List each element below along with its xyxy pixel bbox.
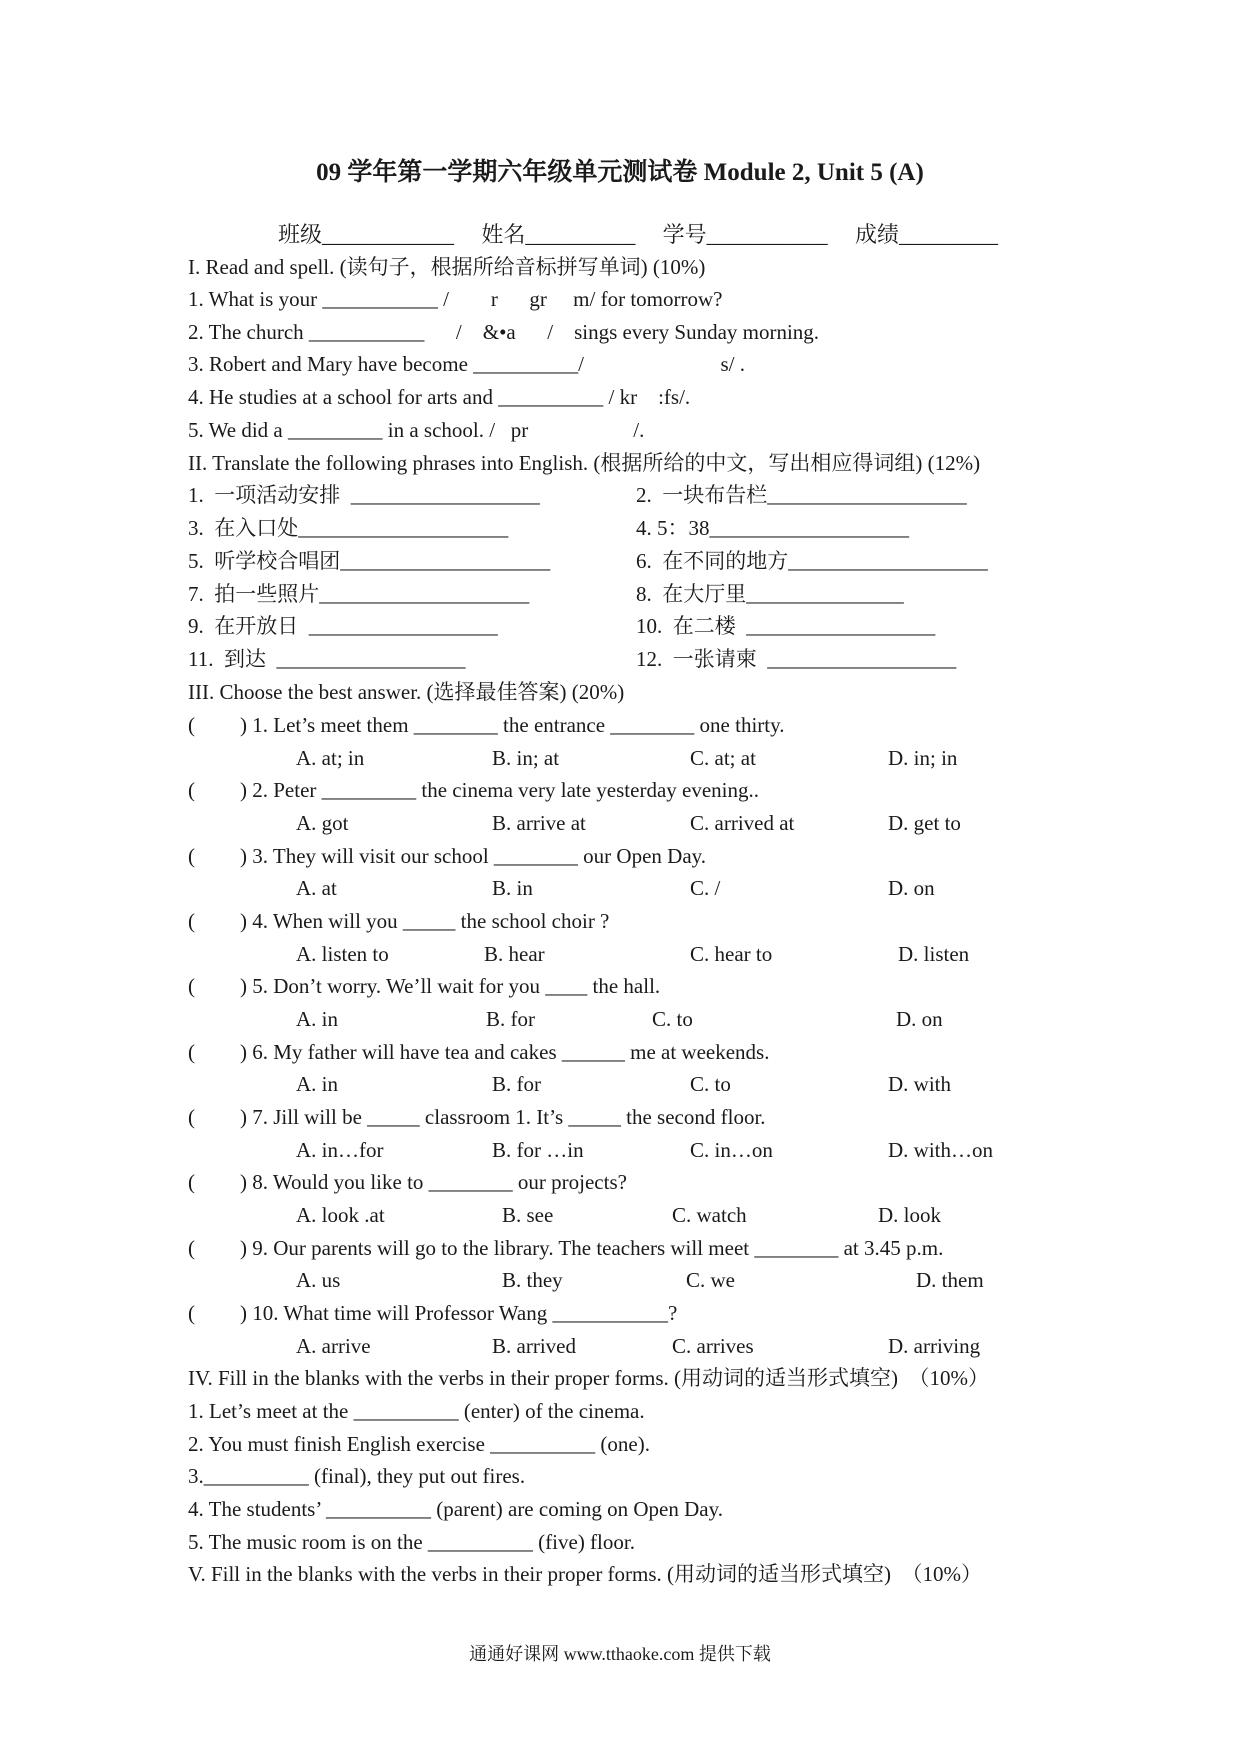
option-b: B. for <box>486 1007 535 1031</box>
section5-heading: V. Fill in the blanks with the verbs in their proper forms. (用动词的适当形式填空) （10%） <box>188 1562 983 1586</box>
option-c: C. hear to <box>690 942 773 966</box>
option-c: C. / <box>690 876 721 900</box>
section2-heading: II. Translate the following phrases into English. (根据所给的中文，写出相应得词组) (12%) <box>188 451 981 475</box>
answer-paren: ( <box>188 778 195 802</box>
option-b: B. in; at <box>492 746 560 770</box>
section4-heading: IV. Fill in the blanks with the verbs in their proper forms. (用动词的适当形式填空) （10%） <box>188 1366 990 1390</box>
answer-paren: ( <box>188 909 195 933</box>
question-text: ) 8. Would you like to ________ our projects? <box>240 1170 627 1194</box>
option-a: A. at; in <box>296 746 365 770</box>
option-d: D. them <box>916 1268 984 1292</box>
option-a: A. look .at <box>296 1203 385 1227</box>
option-b: B. for …in <box>492 1138 584 1162</box>
question-text: ) 1. Let’s meet them ________ the entrance ________ one thirty. <box>240 713 785 737</box>
option-c: C. arrives <box>672 1334 754 1358</box>
option-d: D. get to <box>888 811 961 835</box>
section1-item: 2. The church ___________ / &•a / sings every Sunday morning. <box>188 320 820 344</box>
option-c: C. arrived at <box>690 811 795 835</box>
section2-item: 11. 到达 __________________ <box>188 647 466 671</box>
section1-heading: I. Read and spell. (读句子，根据所给音标拼写单词) (10%) <box>188 255 706 279</box>
question-text: ) 3. They will visit our school ________ our Open Day. <box>240 844 707 868</box>
option-c: C. to <box>652 1007 693 1031</box>
question-text: ) 6. My father will have tea and cakes ______ me at weekends. <box>240 1040 770 1064</box>
page-title: 09 学年第一学期六年级单元测试卷 Module 2, Unit 5 (A) <box>316 159 924 186</box>
option-b: B. see <box>502 1203 554 1227</box>
option-d: D. on <box>888 876 935 900</box>
option-d: D. with <box>888 1072 951 1096</box>
option-d: D. look <box>878 1203 941 1227</box>
question-text: ) 10. What time will Professor Wang ___________? <box>240 1301 678 1325</box>
option-a: A. us <box>296 1268 341 1292</box>
section2-item: 3. 在入口处____________________ <box>188 516 509 540</box>
option-b: B. for <box>492 1072 541 1096</box>
answer-paren: ( <box>188 1170 195 1194</box>
option-b: B. in <box>492 876 533 900</box>
option-c: C. we <box>686 1268 735 1292</box>
option-d: D. in; in <box>888 746 958 770</box>
section2-item: 12. 一张请柬 __________________ <box>636 647 957 671</box>
answer-paren: ( <box>188 974 195 998</box>
answer-paren: ( <box>188 844 195 868</box>
section2-item: 10. 在二楼 __________________ <box>636 614 936 638</box>
section1-item: 5. We did a _________ in a school. / pr /. <box>188 418 645 442</box>
class-field: 班级____________ <box>278 222 455 247</box>
option-a: A. got <box>296 811 349 835</box>
option-d: D. listen <box>898 942 970 966</box>
section4-item: 5. The music room is on the __________ (five) floor. <box>188 1530 635 1554</box>
answer-paren: ( <box>188 1105 195 1129</box>
section2-item: 8. 在大厅里_______________ <box>636 582 904 606</box>
section2-item: 5. 听学校合唱团____________________ <box>188 549 551 573</box>
question-text: ) 9. Our parents will go to the library. The teachers will meet ________ at 3.45 p.m. <box>240 1236 944 1260</box>
question-text: ) 7. Jill will be _____ classroom 1. It’s _____ the second floor. <box>240 1105 766 1129</box>
option-c: C. watch <box>672 1203 747 1227</box>
question-text: ) 5. Don’t worry. We’ll wait for you ____ the hall. <box>240 974 661 998</box>
option-c: C. at; at <box>690 746 756 770</box>
question-text: ) 4. When will you _____ the school choir ? <box>240 909 610 933</box>
section4-item: 4. The students’ __________ (parent) are coming on Open Day. <box>188 1497 723 1521</box>
section3-heading: III. Choose the best answer. (选择最佳答案) (20%) <box>188 680 625 704</box>
option-a: A. listen to <box>296 942 389 966</box>
section2-item: 1. 一项活动安排 __________________ <box>188 483 540 507</box>
option-b: B. arrive at <box>492 811 586 835</box>
option-a: A. at <box>296 876 337 900</box>
option-a: A. in…for <box>296 1138 384 1162</box>
option-c: C. to <box>690 1072 731 1096</box>
number-field: 学号___________ <box>662 222 828 247</box>
section4-item: 2. You must finish English exercise __________ (one). <box>188 1432 650 1456</box>
section2-item: 7. 拍一些照片____________________ <box>188 582 530 606</box>
option-b: B. they <box>502 1268 563 1292</box>
answer-paren: ( <box>188 1301 195 1325</box>
name-field: 姓名__________ <box>481 222 636 247</box>
question-text: ) 2. Peter _________ the cinema very late yesterday evening.. <box>240 778 759 802</box>
section2-item: 4. 5：38___________________ <box>636 516 909 540</box>
option-d: D. with…on <box>888 1138 993 1162</box>
student-info-row <box>278 218 998 249</box>
answer-paren: ( <box>188 713 195 737</box>
answer-paren: ( <box>188 1040 195 1064</box>
section2-item: 9. 在开放日 __________________ <box>188 614 498 638</box>
answer-paren: ( <box>188 1236 195 1260</box>
section1-item: 1. What is your ___________ / r gr m/ for tomorrow? <box>188 287 723 311</box>
section1-item: 3. Robert and Mary have become __________/ s/ . <box>188 352 745 376</box>
section4-item: 1. Let’s meet at the __________ (enter) of the cinema. <box>188 1399 645 1423</box>
option-d: D. arriving <box>888 1334 981 1358</box>
score-field: 成绩_________ <box>854 222 998 247</box>
option-a: A. arrive <box>296 1334 371 1358</box>
section1-item: 4. He studies at a school for arts and __________ / kr :fs/. <box>188 385 691 409</box>
page-footer: 通通好课网 www.tthaoke.com 提供下载 <box>469 1644 771 1664</box>
option-b: B. arrived <box>492 1334 576 1358</box>
section2-item: 2. 一块布告栏___________________ <box>636 483 967 507</box>
section4-item: 3.__________ (final), they put out fires. <box>188 1464 526 1488</box>
option-d: D. on <box>896 1007 943 1031</box>
option-c: C. in…on <box>690 1138 773 1162</box>
section2-item: 6. 在不同的地方___________________ <box>636 549 988 573</box>
option-a: A. in <box>296 1072 338 1096</box>
option-b: B. hear <box>484 942 545 966</box>
option-a: A. in <box>296 1007 338 1031</box>
